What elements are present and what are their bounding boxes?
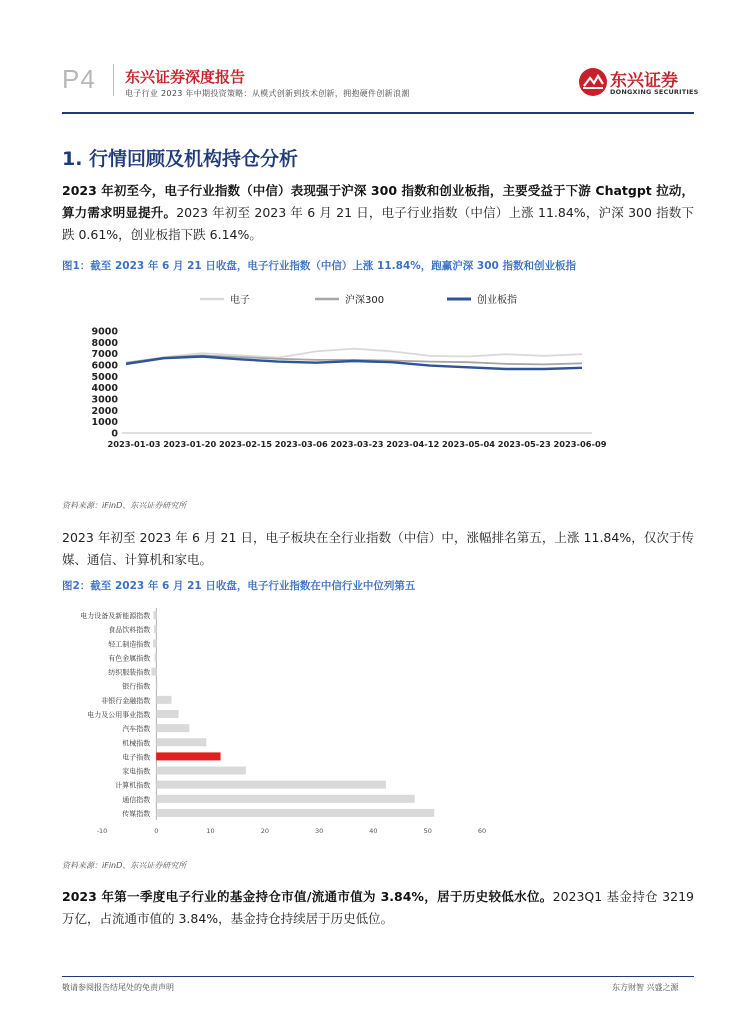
category-label: 通信指数 <box>122 795 151 804</box>
y-tick-label: 1000 <box>91 417 118 429</box>
x-tick-label: 2023-01-20 <box>163 439 217 449</box>
logo-text-en: DONGXING SECURITIES <box>610 88 699 96</box>
x-tick-label: 2023-06-09 <box>553 439 607 449</box>
paragraph-1-text: 2023 年初至 2023 年 6 月 21 日，电子行业指数（中信）上涨 11.84%，沪深 300 指数下跌 0.61%，创业板指下跌 6.14%。 <box>62 205 694 242</box>
paragraph-3-bold: 2023 年第一季度电子行业的基金持仓市值/流通市值为 3.84%，居于历史较低水位。 <box>62 889 553 904</box>
footer-slogan: 东方财智 兴盛之源 <box>612 983 679 992</box>
x-tick-label: 60 <box>477 827 487 835</box>
bar <box>156 738 206 746</box>
bar <box>153 639 156 647</box>
category-label: 家电指数 <box>122 767 151 776</box>
x-tick-label: 50 <box>423 827 432 835</box>
x-tick-label: 2023-04-12 <box>386 439 440 449</box>
bar <box>156 767 246 775</box>
category-label: 非银行金融指数 <box>101 696 151 705</box>
category-label: 计算机指数 <box>115 781 151 790</box>
category-label: 纺织服装指数 <box>108 668 151 677</box>
legend-label: 电子 <box>230 295 250 306</box>
bar <box>156 710 178 718</box>
category-label: 汽车指数 <box>122 725 151 734</box>
header-rule <box>62 112 694 114</box>
category-label: 轻工制造指数 <box>108 640 151 649</box>
x-tick-label: 40 <box>369 827 378 835</box>
bar <box>156 795 414 803</box>
bar-chart <box>62 600 694 840</box>
figure-2-source: 资料来源：iFinD、东兴证券研究所 <box>62 861 187 870</box>
bar <box>155 653 157 661</box>
paragraph-3-text: 2023Q1 基金持仓 3219 万亿，占流通市值的 3.84%，基金持仓持续居于历史低位。 <box>62 889 694 926</box>
bar <box>156 724 189 732</box>
paragraph-2 <box>62 527 694 571</box>
footer-rule <box>62 976 694 977</box>
paragraph-1-bold: 2023 年初至今，电子行业指数（中信）表现强于沪深 300 指数和创业板指，主要受益于下游 Chatgpt 拉动，算力需求明显提升。 <box>62 183 694 220</box>
figure-2-title: 图2：截至 2023 年 6 月 21 日收盘，电子行业指数在中信行业中位列第五 <box>62 580 416 592</box>
bar <box>151 668 156 676</box>
bar <box>156 781 386 789</box>
x-tick-label: 2023-03-06 <box>274 439 328 449</box>
y-tick-label: 9000 <box>91 326 118 338</box>
series-line <box>126 357 582 370</box>
category-label: 电力设备及新能源指数 <box>80 612 151 621</box>
y-tick-label: 3000 <box>91 394 118 406</box>
y-tick-label: 6000 <box>91 360 118 372</box>
figure-1-source: 资料来源：iFinD、东兴证券研究所 <box>62 501 187 510</box>
category-label: 传媒指数 <box>122 809 151 818</box>
x-tick-label: -10 <box>96 827 108 835</box>
bar <box>154 625 156 633</box>
x-tick-label: 2023-05-23 <box>497 439 551 449</box>
bar <box>156 696 171 704</box>
report-title: 东兴证券深度报告 <box>125 68 246 86</box>
section-title: 1. 行情回顾及机构持仓分析 <box>62 148 299 170</box>
x-tick-label: 20 <box>260 827 269 835</box>
x-tick-label: 2023-01-03 <box>107 439 161 449</box>
figure-1-title: 图1：截至 2023 年 6 月 21 日收盘，电子行业指数（中信）上涨 11.84%，跑赢沪深 300 指数和创业板指 <box>62 260 576 272</box>
y-tick-label: 5000 <box>91 371 118 383</box>
bar <box>156 809 434 817</box>
logo-text: 东兴证券 <box>610 71 678 91</box>
category-label: 电子指数 <box>122 753 151 762</box>
category-label: 银行指数 <box>122 682 151 691</box>
page-number: P4 <box>62 64 96 94</box>
line-chart <box>62 285 694 460</box>
legend-label: 创业板指 <box>477 295 517 306</box>
category-label: 机械指数 <box>122 739 151 748</box>
y-tick-label: 7000 <box>91 349 118 361</box>
y-tick-label: 2000 <box>91 405 118 417</box>
y-tick-label: 8000 <box>91 337 118 349</box>
header-divider <box>113 64 114 96</box>
x-tick-label: 2023-05-04 <box>441 439 496 449</box>
company-logo-icon <box>578 66 608 98</box>
footer-disclaimer: 敬请参阅报告结尾处的免责声明 <box>62 983 174 992</box>
x-tick-label: 2023-03-23 <box>330 439 384 449</box>
paragraph-1 <box>62 180 694 246</box>
x-tick-label: 0 <box>154 827 159 835</box>
category-label: 有色金属指数 <box>108 654 151 663</box>
bar <box>156 752 220 760</box>
category-label: 电力及公用事业指数 <box>87 711 151 719</box>
report-subtitle: 电子行业 2023 年中期投资策略：从模式创新到技术创新，拥抱硬件创新浪潮 <box>125 89 410 98</box>
x-tick-label: 10 <box>206 827 215 835</box>
x-tick-label: 2023-02-15 <box>218 439 273 449</box>
category-label: 食品饮料指数 <box>108 626 151 635</box>
legend-label: 沪深300 <box>345 295 385 306</box>
y-tick-label: 0 <box>111 428 118 440</box>
x-tick-label: 30 <box>315 827 324 835</box>
bar <box>156 682 157 690</box>
paragraph-2-text: 2023 年初至 2023 年 6 月 21 日，电子板块在全行业指数（中信）中，涨幅排名第五，上涨 11.84%，仅次于传媒、通信、计算机和家电。 <box>62 530 694 567</box>
paragraph-3 <box>62 886 694 930</box>
y-tick-label: 4000 <box>91 383 118 395</box>
bar <box>154 611 157 619</box>
